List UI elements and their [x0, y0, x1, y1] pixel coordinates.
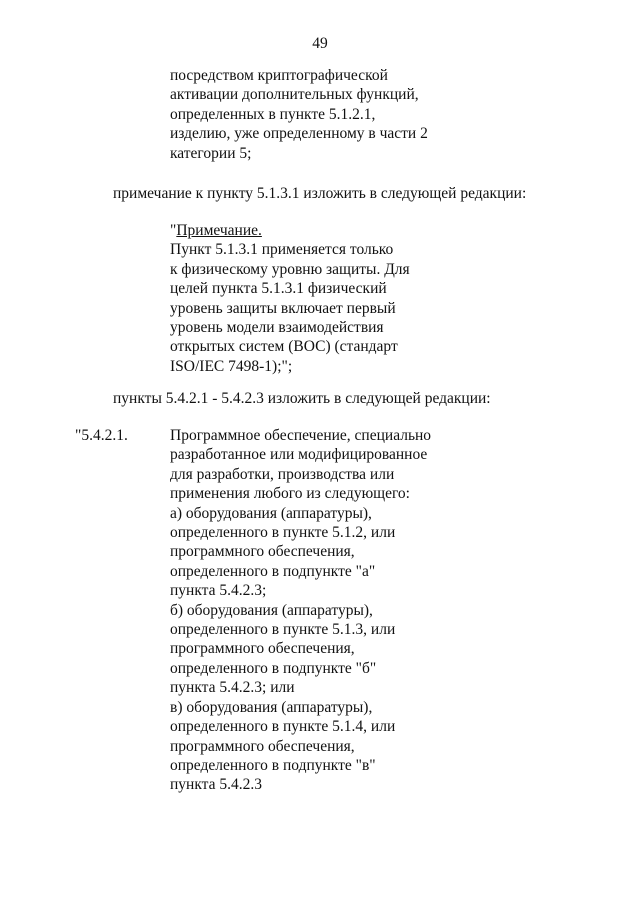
text-line: изделию, уже определенному в части 2 — [170, 125, 428, 143]
list-item-b: б) оборудования (аппаратуры), — [170, 601, 373, 619]
text-line: Пункт 5.1.3.1 применяется только — [170, 241, 394, 259]
text-line: программного обеспечения, — [170, 737, 355, 755]
text-line: определенного в подпункте "а" — [170, 562, 376, 580]
text-line: разработанное или модифицированное — [170, 446, 428, 464]
text-line: программного обеспечения, — [170, 640, 355, 658]
list-item-a: а) оборудования (аппаратуры), — [170, 504, 372, 522]
text-line: активации дополнительных функций, — [170, 86, 419, 104]
text-line: для разработки, производства или — [170, 465, 395, 483]
page-number: 49 — [312, 35, 328, 52]
text-line: применения любого из следующего: — [170, 485, 410, 503]
text-line: ISO/IEC 7498-1);"; — [170, 357, 293, 375]
text-line: определенного в пункте 5.1.2, или — [170, 524, 396, 542]
list-item-v: в) оборудования (аппаратуры), — [170, 698, 373, 716]
text-line: уровень модели взаимодействия — [170, 319, 384, 337]
text-line: к физическому уровню защиты. Для — [170, 260, 410, 278]
text-line: пункта 5.4.2.3 — [170, 776, 263, 794]
text-line: пункта 5.4.2.3; или — [170, 679, 295, 697]
text-line: определенного в пункте 5.1.4, или — [170, 718, 396, 736]
text-line: определенных в пункте 5.1.2.1, — [170, 105, 376, 123]
amendment-instruction: пункты 5.4.2.1 - 5.4.2.3 изложить в следующей редакции: — [113, 390, 491, 407]
text-line: определенного в пункте 5.1.3, или — [170, 621, 396, 639]
item-number: "5.4.2.1. — [75, 427, 128, 444]
quote-mark: " — [170, 222, 177, 239]
text-line: определенного в подпункте "в" — [170, 756, 376, 774]
amendment-instruction: примечание к пункту 5.1.3.1 изложить в следующей редакции: — [113, 185, 527, 202]
text-line: определенного в подпункте "б" — [170, 659, 377, 677]
text-line: посредством криптографической — [170, 67, 388, 84]
text-line: уровень защиты включает первый — [170, 299, 396, 317]
text-line: программного обеспечения, — [170, 543, 355, 561]
text-line: Программное обеспечение, специально — [170, 427, 432, 444]
text-line: целей пункта 5.1.3.1 физический — [170, 280, 387, 298]
text-block-continuation — [170, 66, 428, 163]
item-text-block — [170, 426, 431, 795]
text-line: категории 5; — [170, 144, 252, 162]
text-line: открытых систем (ВОС) (стандарт — [170, 338, 398, 356]
note-heading-line — [170, 221, 410, 240]
text-line: пункта 5.4.2.3; — [170, 582, 267, 600]
note-heading: Примечание. — [176, 222, 262, 239]
note-block — [170, 221, 410, 376]
